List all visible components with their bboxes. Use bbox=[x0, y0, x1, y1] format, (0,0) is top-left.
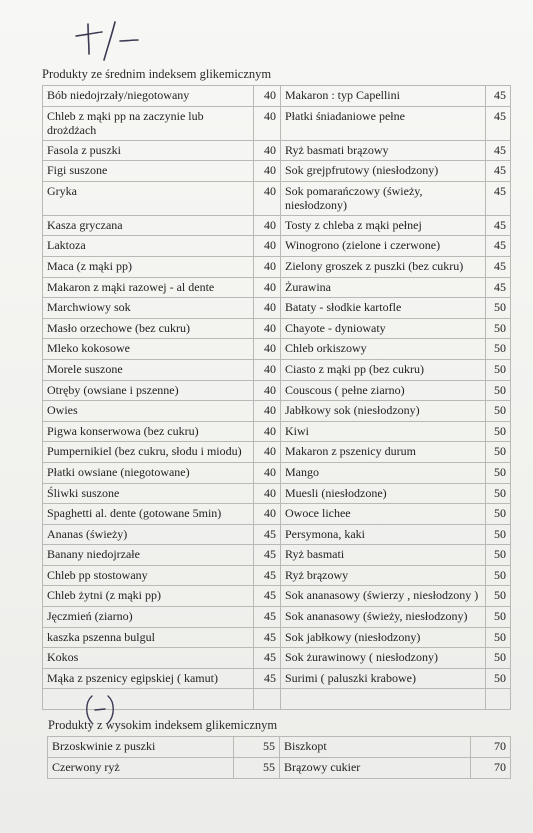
product-name-cell: Zielony groszek z puszki (bez cukru) bbox=[281, 256, 486, 277]
medium-gi-row bbox=[43, 442, 511, 463]
product-name-cell: Otręby (owsiane i pszenne) bbox=[43, 380, 254, 401]
product-name-cell: Brązowy cukier bbox=[280, 758, 471, 779]
gi-value-cell: 45 bbox=[254, 648, 281, 669]
product-name-cell: Maca (z mąki pp) bbox=[43, 256, 254, 277]
gi-value-cell: 55 bbox=[234, 758, 280, 779]
medium-gi-row bbox=[43, 140, 511, 161]
product-name-cell: Śliwki suszone bbox=[43, 483, 254, 504]
gi-value-cell: 45 bbox=[486, 161, 511, 182]
product-name-cell: Sok grejpfrutowy (niesłodzony) bbox=[281, 161, 486, 182]
medium-gi-table bbox=[42, 85, 511, 710]
product-name-cell: Kokos bbox=[43, 648, 254, 669]
product-name-cell: Żurawina bbox=[281, 277, 486, 298]
product-name-cell: Spaghetti al. dente (gotowane 5min) bbox=[43, 504, 254, 525]
gi-value-cell: 45 bbox=[486, 277, 511, 298]
product-name-cell: Ryż basmati bbox=[281, 545, 486, 566]
gi-value-cell: 50 bbox=[486, 586, 511, 607]
product-name-cell: Ryż brązowy bbox=[281, 565, 486, 586]
product-name-cell: Sok żurawinowy ( niesłodzony) bbox=[281, 648, 486, 669]
product-name-cell: Masło orzechowe (bez cukru) bbox=[43, 318, 254, 339]
medium-gi-row bbox=[43, 607, 511, 628]
gi-value-cell: 40 bbox=[254, 421, 281, 442]
product-name-cell: Bataty - słodkie kartofle bbox=[281, 298, 486, 319]
product-name-cell: Tosty z chleba z mąki pełnej bbox=[281, 215, 486, 236]
medium-gi-row bbox=[43, 236, 511, 257]
gi-value-cell: 50 bbox=[486, 483, 511, 504]
gi-value-cell: 45 bbox=[254, 524, 281, 545]
gi-value-cell: 70 bbox=[471, 737, 511, 758]
medium-gi-row bbox=[43, 215, 511, 236]
handwritten-plus-minus-mark bbox=[68, 10, 148, 70]
medium-gi-row bbox=[43, 401, 511, 422]
gi-value-cell bbox=[254, 689, 281, 710]
product-name-cell: Surimi ( paluszki krabowe) bbox=[281, 668, 486, 689]
product-name-cell: Ananas (świeży) bbox=[43, 524, 254, 545]
gi-value-cell: 50 bbox=[486, 648, 511, 669]
gi-value-cell: 45 bbox=[486, 236, 511, 257]
product-name-cell: Bób niedojrzały/niegotowany bbox=[43, 86, 254, 107]
medium-gi-row bbox=[43, 462, 511, 483]
product-name-cell: Chleb z mąki pp na zaczynie lub drożdżach bbox=[43, 106, 254, 140]
gi-value-cell: 50 bbox=[486, 339, 511, 360]
medium-gi-row bbox=[43, 565, 511, 586]
medium-gi-row bbox=[43, 504, 511, 525]
gi-value-cell: 45 bbox=[254, 668, 281, 689]
gi-value-cell: 50 bbox=[486, 565, 511, 586]
medium-gi-row bbox=[43, 161, 511, 182]
high-gi-row bbox=[48, 737, 511, 758]
medium-gi-row bbox=[43, 421, 511, 442]
product-name-cell: Chleb żytni (z mąki pp) bbox=[43, 586, 254, 607]
medium-gi-row bbox=[43, 359, 511, 380]
product-name-cell: Chleb orkiszowy bbox=[281, 339, 486, 360]
product-name-cell: Figi suszone bbox=[43, 161, 254, 182]
gi-value-cell: 45 bbox=[486, 140, 511, 161]
high-gi-row bbox=[48, 758, 511, 779]
product-name-cell bbox=[281, 689, 486, 710]
product-name-cell: Ryż basmati brązowy bbox=[281, 140, 486, 161]
gi-value-cell: 50 bbox=[486, 607, 511, 628]
medium-gi-row bbox=[43, 586, 511, 607]
gi-value-cell: 50 bbox=[486, 524, 511, 545]
medium-gi-row bbox=[43, 627, 511, 648]
medium-gi-row bbox=[43, 256, 511, 277]
gi-value-cell: 50 bbox=[486, 668, 511, 689]
gi-value-cell: 40 bbox=[254, 140, 281, 161]
product-name-cell: Płatki śniadaniowe pełne bbox=[281, 106, 486, 140]
product-name-cell: Makaron : typ Capellini bbox=[281, 86, 486, 107]
product-name-cell: Sok ananasowy (świerzy , niesłodzony ) bbox=[281, 586, 486, 607]
medium-gi-row bbox=[43, 524, 511, 545]
product-name-cell: Sok jabłkowy (niesłodzony) bbox=[281, 627, 486, 648]
gi-value-cell: 40 bbox=[254, 215, 281, 236]
product-name-cell: Makaron z mąki razowej - al dente bbox=[43, 277, 254, 298]
product-name-cell: Chleb pp stostowany bbox=[43, 565, 254, 586]
medium-gi-row bbox=[43, 483, 511, 504]
gi-value-cell: 40 bbox=[254, 504, 281, 525]
gi-value-cell: 50 bbox=[486, 401, 511, 422]
high-gi-table bbox=[47, 736, 511, 779]
product-name-cell: Owoce lichee bbox=[281, 504, 486, 525]
product-name-cell: Winogrono (zielone i czerwone) bbox=[281, 236, 486, 257]
medium-gi-row bbox=[43, 86, 511, 107]
gi-value-cell: 50 bbox=[486, 380, 511, 401]
gi-value-cell: 45 bbox=[254, 565, 281, 586]
gi-value-cell: 45 bbox=[486, 256, 511, 277]
gi-value-cell: 45 bbox=[254, 545, 281, 566]
gi-value-cell: 50 bbox=[486, 421, 511, 442]
gi-value-cell: 50 bbox=[486, 462, 511, 483]
gi-value-cell: 40 bbox=[254, 483, 281, 504]
gi-value-cell: 50 bbox=[486, 318, 511, 339]
product-name-cell bbox=[43, 689, 254, 710]
gi-value-cell: 40 bbox=[254, 401, 281, 422]
product-name-cell: Kiwi bbox=[281, 421, 486, 442]
medium-gi-row bbox=[43, 648, 511, 669]
gi-value-cell: 40 bbox=[254, 106, 281, 140]
gi-value-cell bbox=[486, 689, 511, 710]
gi-value-cell: 40 bbox=[254, 236, 281, 257]
medium-gi-row bbox=[43, 298, 511, 319]
high-gi-section-title: Produkty z wysokim indeksem glikemicznym bbox=[48, 718, 278, 732]
gi-value-cell: 40 bbox=[254, 359, 281, 380]
gi-value-cell: 40 bbox=[254, 318, 281, 339]
gi-value-cell: 40 bbox=[254, 462, 281, 483]
gi-value-cell: 40 bbox=[254, 442, 281, 463]
gi-value-cell: 45 bbox=[486, 215, 511, 236]
gi-value-cell: 70 bbox=[471, 758, 511, 779]
product-name-cell: Jabłkowy sok (niesłodzony) bbox=[281, 401, 486, 422]
product-name-cell: Płatki owsiane (niegotowane) bbox=[43, 462, 254, 483]
gi-value-cell: 45 bbox=[486, 106, 511, 140]
product-name-cell: Sok pomarańczowy (świeży, niesłodzony) bbox=[281, 181, 486, 215]
product-name-cell: Chayote - dyniowaty bbox=[281, 318, 486, 339]
product-name-cell: Mleko kokosowe bbox=[43, 339, 254, 360]
product-name-cell: Owies bbox=[43, 401, 254, 422]
gi-value-cell: 50 bbox=[486, 359, 511, 380]
product-name-cell: Pumpernikiel (bez cukru, słodu i miodu) bbox=[43, 442, 254, 463]
gi-value-cell: 40 bbox=[254, 380, 281, 401]
medium-gi-row bbox=[43, 339, 511, 360]
gi-value-cell: 50 bbox=[486, 504, 511, 525]
product-name-cell: Pigwa konserwowa (bez cukru) bbox=[43, 421, 254, 442]
product-name-cell: Brzoskwinie z puszki bbox=[48, 737, 234, 758]
product-name-cell: Sok ananasowy (świeży, niesłodzony) bbox=[281, 607, 486, 628]
gi-value-cell: 40 bbox=[254, 298, 281, 319]
product-name-cell: kaszka pszenna bulgul bbox=[43, 627, 254, 648]
product-name-cell: Makaron z pszenicy durum bbox=[281, 442, 486, 463]
medium-gi-row bbox=[43, 545, 511, 566]
medium-gi-row bbox=[43, 668, 511, 689]
gi-value-cell: 40 bbox=[254, 181, 281, 215]
gi-value-cell: 40 bbox=[254, 86, 281, 107]
medium-gi-row bbox=[43, 181, 511, 215]
medium-gi-row bbox=[43, 277, 511, 298]
medium-gi-row bbox=[43, 106, 511, 140]
product-name-cell: Couscous ( pełne ziarno) bbox=[281, 380, 486, 401]
gi-value-cell: 55 bbox=[234, 737, 280, 758]
medium-gi-row bbox=[43, 318, 511, 339]
gi-value-cell: 45 bbox=[254, 607, 281, 628]
product-name-cell: Fasola z puszki bbox=[43, 140, 254, 161]
product-name-cell: Czerwony ryż bbox=[48, 758, 234, 779]
gi-value-cell: 40 bbox=[254, 339, 281, 360]
product-name-cell: Gryka bbox=[43, 181, 254, 215]
product-name-cell: Banany niedojrzałe bbox=[43, 545, 254, 566]
product-name-cell: Morele suszone bbox=[43, 359, 254, 380]
product-name-cell: Jęczmień (ziarno) bbox=[43, 607, 254, 628]
gi-value-cell: 45 bbox=[254, 586, 281, 607]
gi-value-cell: 40 bbox=[254, 161, 281, 182]
gi-value-cell: 45 bbox=[486, 181, 511, 215]
product-name-cell: Laktoza bbox=[43, 236, 254, 257]
product-name-cell: Mango bbox=[281, 462, 486, 483]
product-name-cell: Muesli (niesłodzone) bbox=[281, 483, 486, 504]
gi-value-cell: 50 bbox=[486, 627, 511, 648]
gi-value-cell: 45 bbox=[254, 627, 281, 648]
gi-value-cell: 50 bbox=[486, 442, 511, 463]
product-name-cell: Mąka z pszenicy egipskiej ( kamut) bbox=[43, 668, 254, 689]
medium-gi-section-title: Produkty ze średnim indeksem glikemicznym bbox=[42, 67, 272, 81]
gi-value-cell: 40 bbox=[254, 277, 281, 298]
gi-value-cell: 45 bbox=[486, 86, 511, 107]
gi-value-cell: 50 bbox=[486, 298, 511, 319]
gi-value-cell: 50 bbox=[486, 545, 511, 566]
gi-value-cell: 40 bbox=[254, 256, 281, 277]
product-name-cell: Biszkopt bbox=[280, 737, 471, 758]
product-name-cell: Marchwiowy sok bbox=[43, 298, 254, 319]
product-name-cell: Kasza gryczana bbox=[43, 215, 254, 236]
medium-gi-row bbox=[43, 380, 511, 401]
product-name-cell: Persymona, kaki bbox=[281, 524, 486, 545]
product-name-cell: Ciasto z mąki pp (bez cukru) bbox=[281, 359, 486, 380]
